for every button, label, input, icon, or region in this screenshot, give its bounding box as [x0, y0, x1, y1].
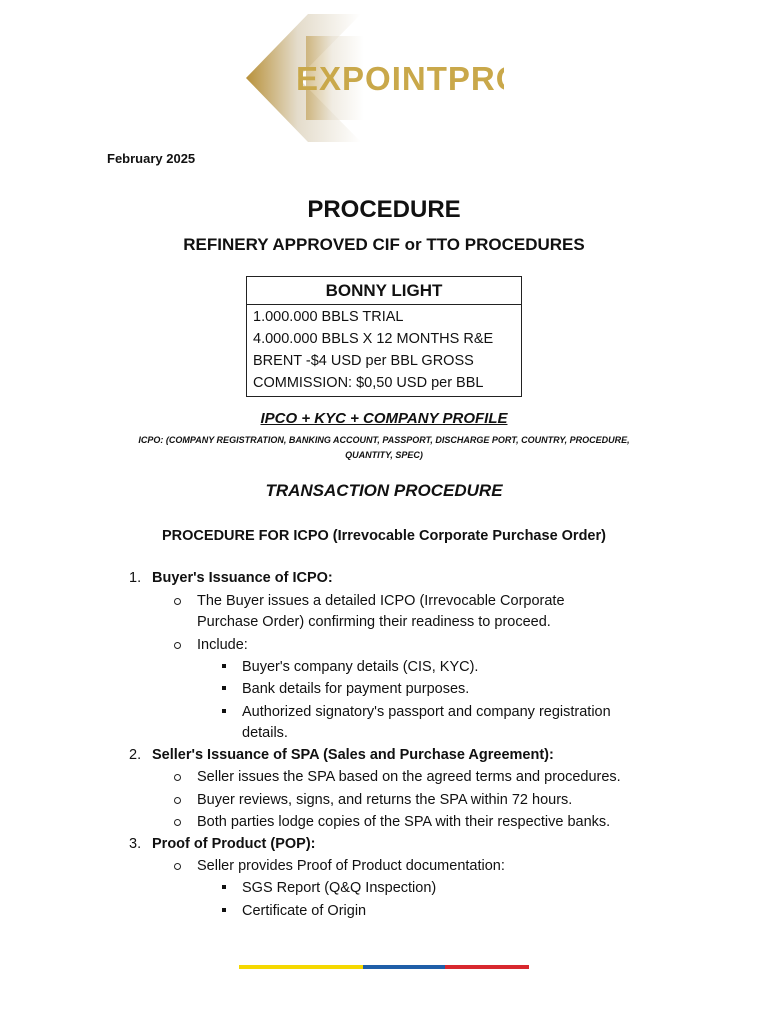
sub-item-text: Seller issues the SPA based on the agreed terms and procedures.: [197, 769, 621, 785]
document-date: February 2025: [107, 151, 196, 166]
square-bullet-icon: [222, 908, 226, 912]
footer-bar-blue: [363, 965, 445, 969]
sub-item-text: Purchase Order) confirming their readiness to proceed.: [197, 614, 551, 630]
detail-item-text: Bank details for payment purposes.: [242, 681, 470, 697]
step-number: 3.: [129, 836, 142, 852]
detail-item-text: details.: [242, 725, 288, 741]
circle-bullet-icon: [174, 598, 181, 605]
svg-text:EXPOINTPRO: EXPOINTPRO: [296, 60, 504, 97]
product-line: 4.000.000 BBLS X 12 MONTHS R&E: [253, 331, 494, 347]
product-box-heading: BONNY LIGHT: [247, 277, 521, 305]
square-bullet-icon: [222, 885, 226, 889]
step-title: Proof of Product (POP):: [152, 836, 316, 852]
step-title: Seller's Issuance of SPA (Sales and Purchase Agreement):: [152, 747, 554, 763]
product-line: COMMISSION: $0,50 USD per BBL: [253, 375, 484, 391]
detail-item-text: SGS Report (Q&Q Inspection): [242, 880, 437, 896]
sub-item-text: Buyer reviews, signs, and returns the SPA within 72 hours.: [197, 792, 573, 808]
product-line: BRENT -$4 USD per BBL GROSS: [253, 353, 474, 369]
square-bullet-icon: [222, 686, 226, 690]
footer-bar-yellow: [239, 965, 363, 969]
circle-bullet-icon: [174, 797, 181, 804]
page-title: PROCEDURE: [307, 196, 461, 223]
sub-item-text: The Buyer issues a detailed ICPO (Irrevocable Corporate: [197, 593, 565, 609]
expointpro-logo: [246, 14, 504, 142]
page-subtitle: REFINERY APPROVED CIF or TTO PROCEDURES: [183, 235, 585, 254]
detail-item-text: Certificate of Origin: [242, 903, 367, 919]
circle-bullet-icon: [174, 642, 181, 649]
footer-bar-red: [445, 965, 529, 969]
product-box: [246, 276, 522, 397]
step-number: 1.: [129, 570, 142, 586]
step-title: Buyer's Issuance of ICPO:: [152, 570, 333, 586]
ipco-note: ICPO: (COMPANY REGISTRATION, BANKING ACCOUNT, PASSPORT, DISCHARGE PORT, COUNTRY, PROCEDURE, QUANTITY, SPEC): [138, 435, 630, 460]
circle-bullet-icon: [174, 863, 181, 870]
circle-bullet-icon: [174, 774, 181, 781]
step-number: 2.: [129, 747, 142, 763]
detail-item-text: Buyer's company details (CIS, KYC).: [242, 659, 479, 675]
sub-item-text: Seller provides Proof of Product documentation:: [197, 858, 505, 874]
square-bullet-icon: [222, 709, 226, 713]
transaction-heading: TRANSACTION PROCEDURE: [265, 481, 503, 500]
circle-bullet-icon: [174, 819, 181, 826]
sub-item-text: Include:: [197, 637, 248, 653]
ipco-heading: IPCO + KYC + COMPANY PROFILE: [260, 410, 508, 427]
product-line: 1.000.000 BBLS TRIAL: [253, 309, 404, 325]
icpo-heading: PROCEDURE FOR ICPO (Irrevocable Corporate Purchase Order): [162, 528, 606, 544]
sub-item-text: Both parties lodge copies of the SPA with their respective banks.: [197, 814, 611, 830]
detail-item-text: Authorized signatory's passport and company registration: [242, 704, 611, 720]
square-bullet-icon: [222, 664, 226, 668]
